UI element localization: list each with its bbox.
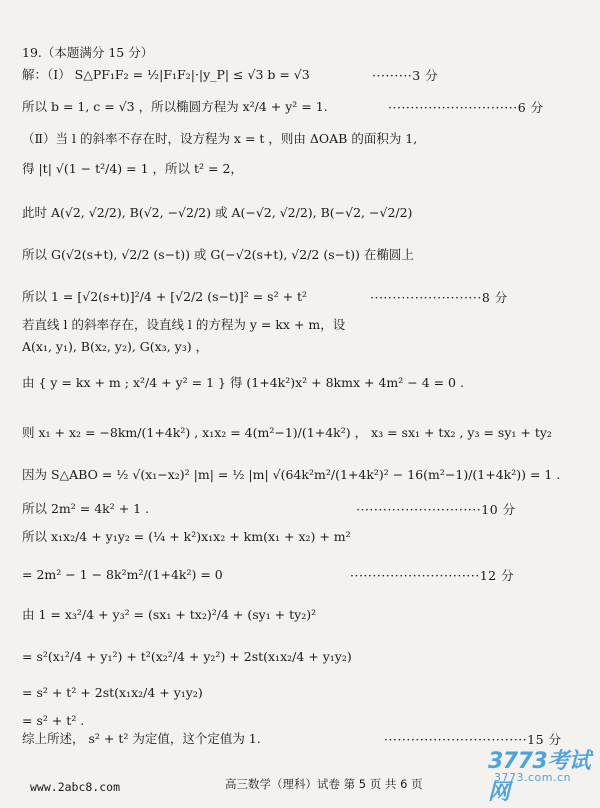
solution-line-1: 解：（Ⅰ） S△PF₁F₂ = ½|F₁F₂|·|y_P| ≤ √3 b = √3 (22, 67, 310, 82)
solution-line-13: 所以 2m² = 4k² + 1 . (22, 501, 150, 516)
solution-line-9: A(x₁, y₁), B(x₂, y₂), G(x₃, y₃) ， (22, 339, 209, 354)
score-marker-6: ·····························6 分 (388, 100, 544, 115)
solution-line-8: 若直线 l 的斜率存在，设直线 l 的方程为 y = kx + m，设 (22, 317, 346, 332)
watermark-url: www.2abc8.com (30, 780, 121, 794)
solution-line-11: 则 x₁ + x₂ = −8km/(1+4k²) , x₁x₂ = 4(m²−1)/(1+4k²) ， x₃ = sx₁ + tx₂ , y₃ = sy₁ + ty₂ (22, 425, 552, 440)
problem-heading: 19.（本题满分 15 分） (22, 45, 154, 60)
solution-line-6: 所以 G(√2(s+t), √2/2 (s−t)) 或 G(−√2(s+t), √2/2 (s−t)) 在椭圆上 (22, 247, 414, 262)
solution-line-16: 由 1 = x₃²/4 + y₃² = (sx₁ + tx₂)²/4 + (sy₁ + ty₂)² (22, 607, 317, 622)
logo-sub-text: 3773.com.cn (494, 771, 571, 784)
site-logo (488, 744, 598, 805)
solution-line-14: 所以 x₁x₂/4 + y₁y₂ = (¼ + k²)x₁x₂ + km(x₁ + x₂) + m² (22, 529, 351, 544)
logo-main-text: 3773考试网 (488, 749, 591, 805)
page-footer: 高三数学（理科）试卷 第 5 页 共 6 页 (225, 777, 423, 791)
score-marker-3: ·········3 分 (372, 68, 439, 83)
solution-line-17: = s²(x₁²/4 + y₁²) + t²(x₂²/4 + y₂²) + 2st(x₁x₂/4 + y₁y₂) (22, 649, 352, 664)
solution-line-15: = 2m² − 1 − 8k²m²/(1+4k²) = 0 (22, 567, 223, 582)
score-marker-15: ································15 分 (384, 732, 562, 747)
solution-line-4: 得 |t| √(1 − t²/4) = 1 ，所以 t² = 2， (22, 161, 243, 176)
solution-line-5: 此时 A(√2, √2/2), B(√2, −√2/2) 或 A(−√2, √2/2), B(−√2, −√2/2) (22, 205, 413, 220)
solution-line-19: = s² + t² . (22, 713, 85, 728)
score-marker-10: ····························10 分 (356, 502, 516, 517)
score-marker-12: ·····························12 分 (350, 568, 515, 583)
solution-line-2: 所以 b = 1, c = √3 ，所以椭圆方程为 x²/4 + y² = 1. (22, 99, 328, 114)
solution-line-10: 由 { y = kx + m ; x²/4 + y² = 1 } 得 (1+4k²)x² + 8kmx + 4m² − 4 = 0 . (22, 375, 464, 390)
solution-line-3: （Ⅱ）当 l 的斜率不存在时，设方程为 x = t ，则由 ΔOAB 的面积为 1, (22, 131, 418, 146)
solution-line-18: = s² + t² + 2st(x₁x₂/4 + y₁y₂) (22, 685, 203, 700)
score-marker-8: ·························8 分 (370, 290, 508, 305)
solution-line-7: 所以 1 = [√2(s+t)]²/4 + [√2/2 (s−t)]² = s² + t² (22, 289, 308, 304)
solution-line-12: 因为 S△ABO = ½ √(x₁−x₂)² |m| = ½ |m| √(64k²m²/(1+4k²)² − 16(m²−1)/(1+4k²)) = 1 . (22, 467, 561, 482)
solution-conclusion: 综上所述， s² + t² 为定值，这个定值为 1. (22, 731, 261, 746)
